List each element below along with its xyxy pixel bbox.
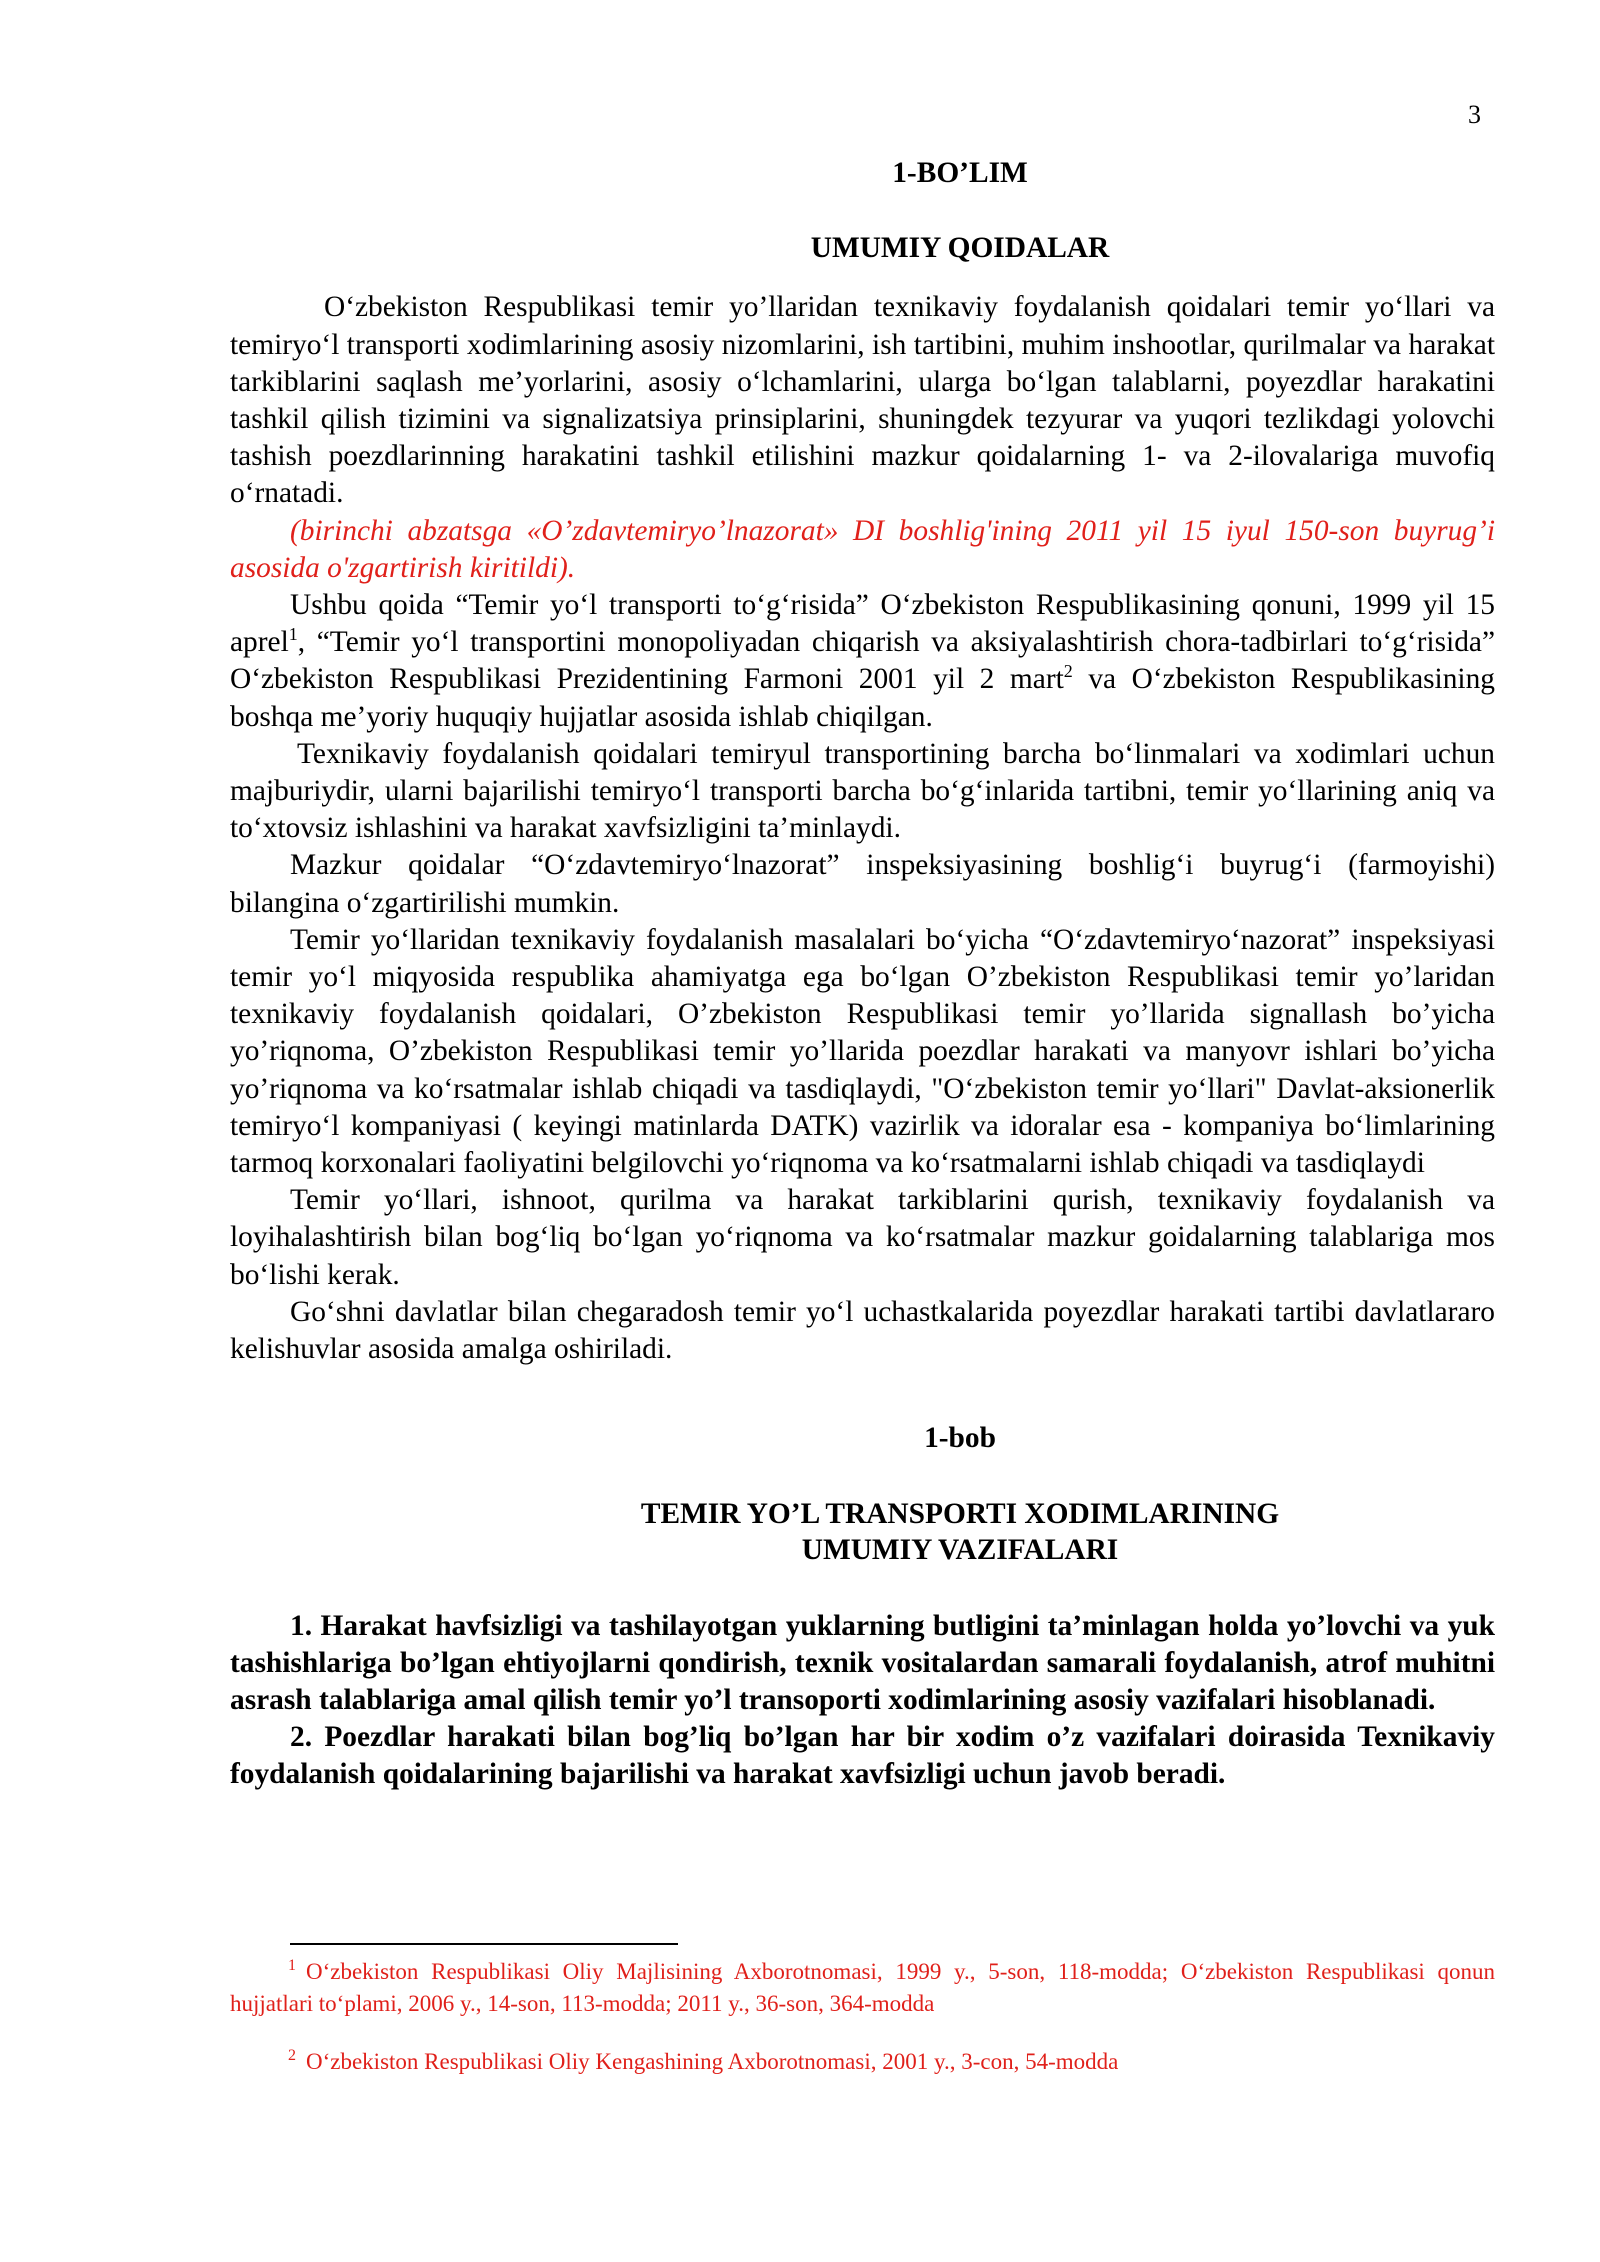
page-number: 3: [1468, 100, 1481, 129]
chapter-title: [425, 1496, 1495, 1568]
amendment-note: (birinchi abzatsga «O’zdavtemiryo’lnazorat» DI boshlig'ining 2011 yil 15 iyul 150-son buyrug’i asosida o'zgartirish kiritildi).: [230, 514, 1495, 584]
footnote-marker: 1: [288, 1957, 296, 1975]
legal-basis-text-b: , “Temir yo‘l transportini monopoliyadan chiqarish va aksiyalashtirish chora-tadbirlari to‘g‘risida” O‘zbekiston Respublikasi Prezidentining Farmoni 2001 yil 2 mart: [230, 626, 1495, 696]
body-paragraph: Go‘shni davlatlar bilan chegaradosh temir yo‘l uchastkalarida poyezdlar harakati tartibi davlatlararo kelishuvlar asosida amalga oshiriladi.: [230, 1295, 1495, 1366]
intro-paragraph: O‘zbekiston Respublikasi temir yo’llaridan texnikaviy foydalanish qoidalari temir yo‘llari va temiryo‘l transporti xodimlarining asosiy nizomlarini, ish tartibini, muhim inshootlar, qurilmalar va harakat tarkiblarini saqlash me’yorlarini, asosiy o‘lchamlarini, ularga bo‘lgan talablarni, poyezdlar harakatini tashkil qilish tizimini va signalizatsiya prinsiplarini, shuningdek tezyurar va yuqori tezlikdagi yolovchi tashish poezdlarinning harakatini tashkil etilishini mazkur qoidalarning 1- va 2-ilovalariga muvofiq o‘rnatadi.: [230, 291, 1495, 510]
footnote-text: O‘zbekiston Respublikasi Oliy Kengashining Axborotnomasi, 2001 y., 3-con, 54-modda: [306, 2049, 1119, 2074]
footnote-marker: 2: [288, 2047, 296, 2065]
footnote-1: [230, 1956, 1495, 2020]
part-heading: 1-BO’LIM: [892, 157, 1028, 189]
body-paragraph: Temir yo‘llaridan texnikaviy foydalanish masalalari bo‘yicha “O‘zdavtemiryo‘nazorat” inspeksiyasi temir yo‘l miqyosida respublika ahamiyatga ega bo‘lgan O’zbekiston Respublikasi temir yo’laridan texnikaviy foydalanish qoidalari, O’zbekiston Respublikasi temir yo’llarida signallash bo’yicha yo’riqnoma, O’zbekiston Respublikasi temir yo’llarida poezdlar harakati va manyovr ishlari bo’yicha yo’riqnoma va ko‘rsatmalar ishlab chiqadi va tasdiqlaydi, "O‘zbekiston temir yo‘llari" Davlat-aksionerlik temiryo‘l kompaniyasi ( keyingi matinlarda DATK) vazirlik va idoralar esa - kompaniya bo‘limlarining tarmoq korxonalari faoliyatini belgilovchi yo‘riqnoma va ko‘rsatmalarni ishlab chiqadi va tasdiqlaydi: [230, 923, 1495, 1180]
footnote-ref-2[interactable]: 2: [1063, 661, 1073, 682]
footnote-separator: [290, 1943, 678, 1945]
chapter-heading: 1-bob: [924, 1422, 996, 1455]
footnote-ref-1[interactable]: 1: [288, 624, 298, 645]
body-paragraph: Texnikaviy foydalanish qoidalari temiryul transportining barcha bo‘linmalari va xodimlari uchun majburiydir, ularni bajarilishi temiryo‘l transporti barcha bo‘g‘inlarida tartibni, temir yo‘llarining aniq va to‘xtovsiz ishlashini va harakat xavfsizligini ta’minlaydi.: [230, 737, 1495, 845]
legal-basis-paragraph: [230, 587, 1495, 736]
footnote-2: [230, 2046, 1495, 2078]
legal-basis-text-c: va O‘zbekiston Respublikasining boshqa me’yoriy huquqiy hujjatlar asosida ishlab chiqilgan.: [230, 663, 1495, 733]
chapter-title-line-1: TEMIR YO’L TRANSPORTI XODIMLARINING: [640, 1497, 1280, 1530]
footnote-text: O‘zbekiston Respublikasi Oliy Majlisining Axborotnomasi, 1999 y., 5-son, 118-modda; O‘zbekiston Respublikasi qonun hujjatlari to‘plami, 2006 y., 14-son, 113-modda; 2011 y., 36-son, 364-modda: [230, 1959, 1495, 2016]
chapter-title-line-2: UMUMIY VAZIFALARI: [801, 1533, 1119, 1566]
numbered-item: 1. Harakat havfsizligi va tashilayotgan yuklarning butligini ta’minlagan holda yo’lovchi va yuk tashishlariga bo’lgan ehtiyojlarni qondirish, texnik vositalardan samarali foydalanish, atrof muhitni asrash talablariga amal qilish temir yo’l transoporti xodimlarining asosiy vazifalari hisoblanadi.: [230, 1609, 1495, 1716]
legal-basis-text-a: Ushbu qoida “Temir yo‘l transporti to‘g‘risida” O‘zbekiston Respublikasining qonuni, 1999 yil 15 aprel: [230, 589, 1495, 659]
footnotes: [230, 1956, 1495, 2078]
numbered-item: 2. Poezdlar harakati bilan bog’liq bo’lgan har bir xodim o’z vazifalari doirasida Texnikaviy foydalanish qoidalarining bajarilishi va harakat xavfsizligi uchun javob beradi.: [230, 1721, 1495, 1791]
section-heading: UMUMIY QOIDALAR: [810, 232, 1110, 265]
body-paragraph: Temir yo‘llari, ishnoot, qurilma va harakat tarkiblarini qurish, texnikaviy foydalanish va loyihalashtirish bilan bog‘liq bo‘lgan yo‘riqnoma va ko‘rsatmalar mazkur goidalarning talablariga mos bo‘lishi kerak.: [230, 1184, 1495, 1291]
body-paragraph: Mazkur qoidalar “O‘zdavtemiryo‘lnazorat” inspeksiyasining boshlig‘i buyrug‘i (farmoyishi) bilangina o‘zgartirilishi mumkin.: [230, 849, 1495, 919]
page-content: [230, 155, 1495, 1794]
